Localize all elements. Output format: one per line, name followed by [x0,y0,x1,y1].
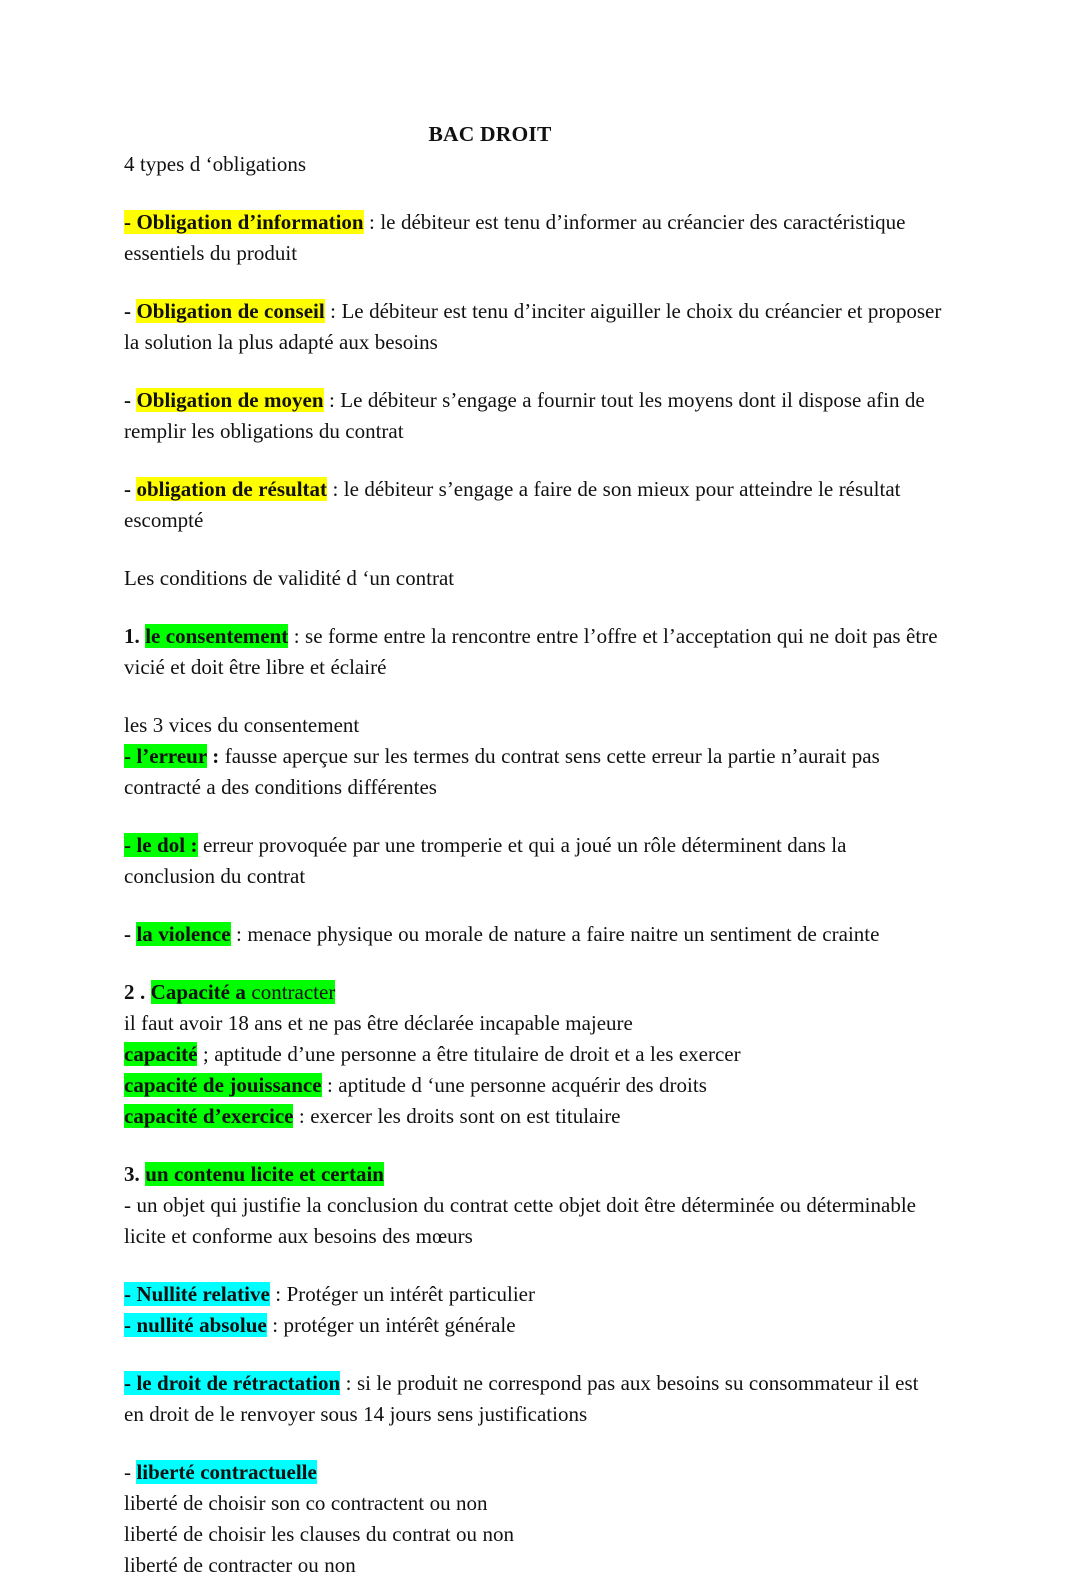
term-obligation-moyen: Obligation de moyen [136,388,324,413]
paragraph-obligation-conseil [124,296,942,358]
term-contenu-licite: un contenu licite et certain [145,1162,384,1187]
paragraph-droit-retractation [124,1368,942,1430]
conditions-heading-text: Les conditions de validité d ‘un contrat [124,566,455,591]
term-capacite-exercice: capacité d’exercice [124,1104,294,1129]
paragraph-capacite-age [124,1008,942,1039]
term-capacite-regular: contracter [245,980,336,1005]
paragraph-vice-violence [124,919,942,950]
liberte-line-2-text: liberté de choisir les clauses du contrat ou non [124,1522,514,1547]
paragraph-obligation-moyen [124,385,942,447]
term-liberte-contractuelle: liberté contractuelle [136,1460,317,1485]
document-body [124,122,942,1581]
paragraph-capacite-jouissance [124,1070,942,1101]
paragraph-vice-erreur [124,741,942,803]
term-obligation-resultat: obligation de résultat [136,477,328,502]
separator-nullite-relative: : [269,1282,287,1307]
number-capacite: 2 . [124,980,151,1005]
number-contenu-licite: 3. [124,1162,146,1187]
term-nullite-absolue: - nullité absolue [124,1313,267,1338]
paragraph-liberte-line-1 [124,1488,942,1519]
vices-heading [124,710,942,741]
term-vice-erreur: - l’erreur [124,744,207,769]
number-consentement: 1. [124,624,146,649]
separator-capacite-jouissance: : [321,1073,339,1098]
separator-obligation-information: : [363,210,381,235]
paragraph-consentement [124,621,942,683]
body-nullite-relative: Protéger un intérêt particulier [286,1282,535,1307]
paragraph-liberte-line-3 [124,1550,942,1581]
term-vice-violence: la violence [136,922,231,947]
dash-obligation-moyen: - [124,388,137,413]
term-droit-retractation-part1: - le droit de [124,1371,233,1396]
separator-vice-erreur: : [206,744,225,769]
term-capacite-contracter [151,980,336,1004]
separator-obligation-resultat: : [327,477,344,502]
intro-heading [124,149,942,180]
paragraph-obligation-resultat [124,474,942,536]
body-droit-retractation: si le produit ne correspond pas aux besoins su consommateur il est en droit de le renvoyer sous 14 jours sens justifications [124,1371,919,1427]
body-obligation-resultat: le débiteur s’engage a faire de son mieux pour atteindre le résultat escompté [124,477,901,533]
paragraph-capacite-definition [124,1039,942,1070]
body-obligation-conseil: Le débiteur est tenu d’inciter aiguiller le choix du créancier et proposer la solution la plus adapté aux besoins [124,299,942,355]
body-vice-erreur: fausse aperçue sur les termes du contrat sens cette erreur la partie n’aurait pas contracté a des conditions différentes [124,744,880,800]
term-capacite-jouissance: capacité de jouissance [124,1073,322,1098]
separator-obligation-conseil: : [324,299,342,324]
paragraph-nullite-relative [124,1279,942,1310]
body-nullite-absolue: protéger un intérêt générale [283,1313,516,1338]
body-contenu-licite: - un objet qui justifie la conclusion du contrat cette objet doit être déterminée ou déterminable licite et conforme aux besoins des mœurs [124,1193,916,1249]
term-obligation-information: - Obligation d’information [124,210,364,235]
body-capacite-exercice: exercer les droits sont on est titulaire [310,1104,621,1129]
liberte-line-1-text: liberté de choisir son co contractent ou non [124,1491,488,1516]
separator-droit-retractation: : [340,1371,357,1396]
paragraph-liberte-contractuelle-heading [124,1457,942,1488]
body-vice-violence: menace physique ou morale de nature a faire naitre un sentiment de crainte [247,922,880,947]
paragraph-capacite-exercice [124,1101,942,1132]
separator-consentement: : [288,624,306,649]
intro-heading-text: 4 types d ‘obligations [124,152,307,177]
separator-vice-violence: : [230,922,248,947]
page-title: BAC DROIT [428,122,552,146]
body-capacite: aptitude d’une personne a être titulaire de droit et a les exercer [214,1042,741,1067]
term-capacite-bold: Capacité a [150,980,246,1005]
term-nullite-relative: - Nullité relative [124,1282,270,1307]
body-consentement: se forme entre la rencontre entre l’offre et l’acceptation qui ne doit pas être vicié et doit être libre et éclairé [124,624,938,680]
dash-liberte-contractuelle: - [124,1460,137,1485]
paragraph-nullite-absolue [124,1310,942,1341]
body-vice-dol: erreur provoquée par une tromperie et qui a joué un rôle déterminent dans la conclusion du contrat [124,833,847,889]
separator-obligation-moyen: : [323,388,341,413]
paragraph-contenu-licite-heading [124,1159,942,1190]
capacite-age-text: il faut avoir 18 ans et ne pas être déclarée incapable majeure [124,1011,633,1036]
term-capacite: capacité [124,1042,198,1067]
separator-nullite-absolue: : [266,1313,284,1338]
separator-capacite-exercice: : [293,1104,311,1129]
term-consentement: le consentement [145,624,289,649]
dash-obligation-resultat: - [124,477,137,502]
term-obligation-conseil: Obligation de conseil [136,299,325,324]
paragraph-obligation-information [124,207,942,269]
liberte-line-3-text: liberté de contracter ou non [124,1553,356,1578]
paragraph-capacite-heading [124,977,942,1008]
term-droit-retractation-part2: rétractation [232,1371,341,1396]
dash-vice-violence: - [124,922,137,947]
body-obligation-information: le débiteur est tenu d’informer au créancier des caractéristique essentiels du produit [124,210,906,266]
vices-heading-text: les 3 vices du consentement [124,713,360,738]
body-capacite-jouissance: aptitude d ‘une personne acquérir des droits [338,1073,707,1098]
dash-obligation-conseil: - [124,299,137,324]
paragraph-vice-dol [124,830,942,892]
term-vice-dol: - le dol : [124,833,198,858]
paragraph-liberte-line-2 [124,1519,942,1550]
body-obligation-moyen: Le débiteur s’engage a fournir tout les moyens dont il dispose afin de remplir les obligations du contrat [124,388,925,444]
separator-capacite: ; [197,1042,215,1067]
paragraph-contenu-licite-body [124,1190,942,1252]
conditions-heading [124,563,942,594]
